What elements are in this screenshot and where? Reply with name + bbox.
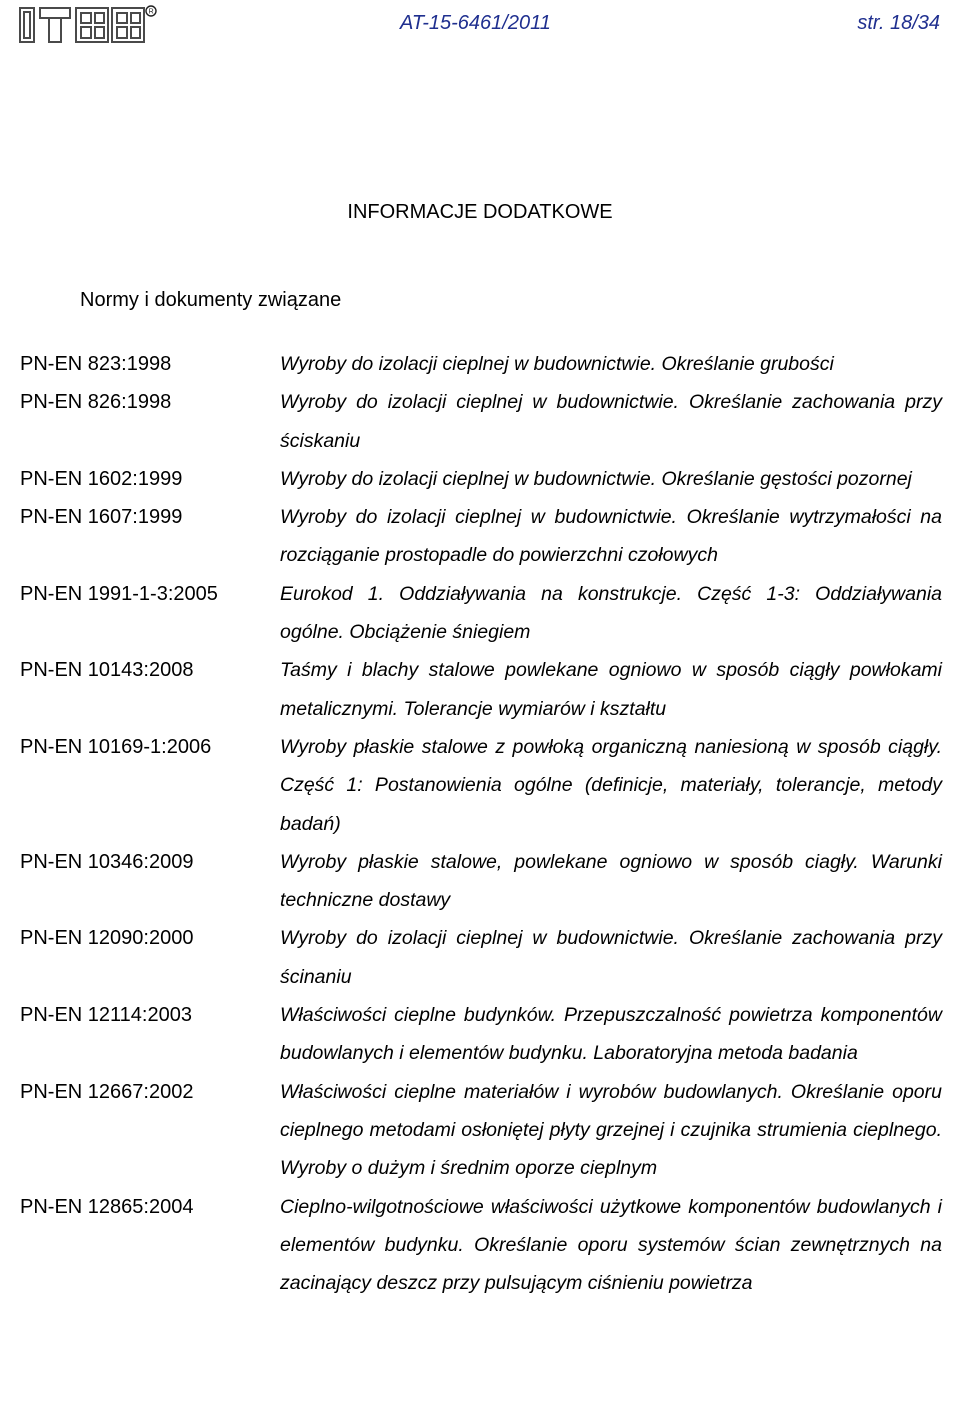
- norm-code: PN-EN 12865:2004: [20, 1195, 194, 1218]
- section-title: INFORMACJE DODATKOWE: [347, 201, 613, 223]
- norm-description: Eurokod 1. Oddziaływania na konstrukcje. Część 1-3: Oddziaływania ogólne. Obciążenie śniegiem: [280, 582, 942, 644]
- norm-code: PN-EN 10169-1:2006: [20, 735, 212, 758]
- page-header: [0, 0, 960, 52]
- norm-entry: [20, 460, 942, 498]
- norm-description: Wyroby do izolacji cieplnej w budownictwie. Określanie wytrzymałości na rozciąganie prostopadle do powierzchni czołowych: [280, 506, 942, 567]
- norm-code: PN-EN 12114:2003: [20, 1004, 192, 1027]
- norm-description: Wyroby do izolacji cieplnej w budownictwie. Określanie gęstości pozornej: [280, 467, 912, 490]
- norm-code: PN-EN 1602:1999: [20, 467, 183, 490]
- norm-entry: [20, 345, 942, 383]
- norm-code: PN-EN 1991-1-3:2005: [20, 582, 218, 605]
- norm-entry: [20, 1073, 942, 1188]
- norm-description: Wyroby do izolacji cieplnej w budownictwie. Określanie grubości: [280, 353, 834, 375]
- norm-description: Cieplno-wilgotnościowe właściwości użytkowe komponentów budowlanych i elementów budynku. Określanie oporu systemów ścian zewnętrznych na zacinający deszcz przy pulsującym ciśnieniu powietrza: [280, 1195, 942, 1295]
- norm-code: PN-EN 10143:2008: [20, 659, 194, 682]
- page-number: str. 18/34: [857, 12, 940, 34]
- norm-code: PN-EN 12667:2002: [20, 1080, 194, 1103]
- norm-description: Wyroby do izolacji cieplnej w budownictwie. Określanie zachowania przy ściskaniu: [280, 391, 942, 452]
- norm-entry: [20, 383, 942, 460]
- svg-text:R: R: [148, 8, 154, 16]
- norm-code: PN-EN 12090:2000: [20, 927, 194, 950]
- norm-description: Właściwości cieplne materiałów i wyrobów budowlanych. Określanie oporu cieplnego metodami osłoniętej płyty grzejnej i czujnika strumienia cieplnego. Wyroby o dużym i średnim oporze cieplnym: [280, 1080, 942, 1180]
- norm-description: Taśmy i blachy stalowe powlekane ogniowo w sposób ciągły powłokami metalicznymi. Tolerancje wymiarów i kształtu: [280, 659, 942, 720]
- norm-description: Wyroby do izolacji cieplnej w budownictwie. Określanie zachowania przy ścinaniu: [280, 927, 942, 988]
- document-number: AT-15-6461/2011: [400, 12, 551, 34]
- norms-list: [20, 345, 942, 1302]
- norm-description: Wyroby płaskie stalowe, powlekane ogniowo w sposób ciagły. Warunki techniczne dostawy: [280, 850, 942, 912]
- norm-code: PN-EN 826:1998: [20, 391, 172, 414]
- norm-code: PN-EN 10346:2009: [20, 850, 194, 873]
- norm-code: PN-EN 823:1998: [20, 353, 172, 375]
- norm-entry: [20, 575, 942, 652]
- itb-logo-icon: [18, 4, 158, 46]
- norm-code: PN-EN 1607:1999: [20, 506, 183, 529]
- norm-entry: [20, 996, 942, 1073]
- norm-entry: [20, 843, 942, 920]
- norm-entry: [20, 498, 942, 575]
- norm-description: Właściwości cieplne budynków. Przepuszczalność powietrza komponentów budowlanych i elementów budynku. Laboratoryjna metoda badania: [280, 1004, 942, 1065]
- norm-entry: [20, 651, 942, 728]
- norm-entry: [20, 1188, 942, 1303]
- norm-entry: [20, 919, 942, 996]
- subsection-title: Normy i dokumenty związane: [80, 289, 342, 311]
- norm-description: Wyroby płaskie stalowe z powłoką organiczną naniesioną w sposób ciągły. Część 1: Postanowienia ogólne (definicje, materiały, tolerancje, metody badań): [280, 735, 942, 835]
- norm-entry: [20, 728, 942, 843]
